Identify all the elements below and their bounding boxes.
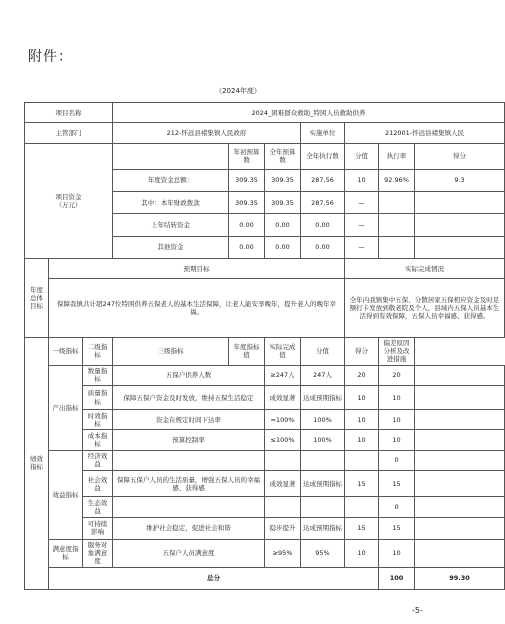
target-value: ≥247人 [265, 365, 301, 385]
evaluation-table [24, 102, 505, 590]
goals-section-label: 年度总体目标 [25, 258, 49, 337]
deviation-cell [415, 539, 505, 567]
target-value: ≥95% [265, 539, 301, 567]
funds-cell: 287.56 [301, 169, 345, 191]
level2-label: 可持续影响 [83, 517, 113, 539]
indicator-row [25, 470, 505, 496]
deviation-cell [415, 365, 505, 385]
funds-section-label-line-2: （万元） [55, 200, 82, 209]
page-number: -5- [412, 606, 423, 615]
indicator-row [25, 365, 505, 385]
actual-result-label: 实际完成情况 [345, 258, 505, 278]
level3-label: 保障五保户资金及时发放，维持五保生活稳定 [113, 385, 265, 409]
funds-row-label: 年度资金总额： [113, 169, 229, 191]
got-value: 0 [379, 450, 415, 470]
deviation-cell [415, 497, 505, 517]
indicator-row [25, 497, 505, 517]
project-name-label: 项目名称 [25, 103, 113, 123]
project-name-value: 2024_困难群众救助_特困人员救助供养 [113, 103, 505, 123]
actual-result-text: 全年内我镇集中五保、分散居家五保相应资金及时足额打卡发放到敬老院及个人，县域内五保人员基本生活得到有效保障，五保人员幸福感、获得感。 [345, 279, 505, 338]
score-value: 10 [345, 410, 379, 430]
total-label: 总分 [49, 567, 379, 589]
funds-row-label: 其中：本年财政拨款 [113, 192, 229, 214]
funds-cell: 0.00 [229, 236, 265, 258]
funds-cell: 0.00 [301, 236, 345, 258]
got-value: 0 [379, 497, 415, 517]
indicator-row [25, 517, 505, 539]
level3-label: 预算控制率 [113, 430, 265, 450]
funds-cell: 309.35 [229, 169, 265, 191]
target-value: 成效显著 [265, 385, 301, 409]
funds-row-label: 其他资金 [113, 236, 229, 258]
funds-section-label [25, 143, 113, 258]
level2-label: 时效指标 [83, 410, 113, 430]
perf-col-header: 得分 [345, 337, 379, 365]
target-value: ≤100% [265, 430, 301, 450]
funds-col-header: 年初预算数 [229, 143, 265, 169]
got-value: 15 [379, 517, 415, 539]
funds-cell: 287.56 [301, 192, 345, 214]
funds-col-header: 执行率 [379, 143, 415, 169]
funds-cell: — [345, 214, 379, 236]
funds-cell: 309.35 [265, 169, 301, 191]
score-value: 10 [345, 430, 379, 450]
level2-label: 成本指标 [83, 430, 113, 450]
level3-label: 五保户供养人数 [113, 365, 265, 385]
level3-label: 五保户人员满意度 [113, 539, 265, 567]
level2-label: 服务对象满意度 [83, 539, 113, 567]
score-value: 10 [345, 385, 379, 409]
funds-col-header: 得分 [415, 143, 505, 169]
score-value: 20 [345, 365, 379, 385]
got-value: 20 [379, 365, 415, 385]
funds-cell: 9.3 [415, 169, 505, 191]
target-value [265, 497, 301, 517]
actual-value [301, 450, 345, 470]
perf-col-header: 分值 [301, 337, 345, 365]
indicator-row [25, 539, 505, 567]
level3-label: 维护社会稳定，促进社会和谐 [113, 517, 265, 539]
score-value: 10 [345, 539, 379, 567]
funds-cell [379, 214, 415, 236]
implementing-unit-label: 实施单位 [301, 123, 345, 143]
funds-cell [415, 192, 505, 214]
perf-col-header: 一级指标 [49, 337, 83, 365]
got-value: 10 [379, 430, 415, 450]
actual-value: 达成预期指标 [301, 385, 345, 409]
funds-cell: 0.00 [301, 214, 345, 236]
got-value: 10 [379, 539, 415, 567]
department-value: 212-怀远县褚集镇人民政府 [113, 123, 301, 143]
year-label: （2024年度） [215, 87, 261, 95]
funds-cell: 309.35 [229, 192, 265, 214]
level2-label: 质量指标 [83, 385, 113, 409]
perf-col-header: 实际完成值 [265, 337, 301, 365]
performance-header-row [25, 337, 505, 365]
funds-cell [415, 214, 505, 236]
got-value: 10 [379, 385, 415, 409]
project-name-row [25, 103, 505, 123]
funds-section-label-line-1: 项目资金 [55, 192, 82, 201]
level1-label: 效益指标 [49, 450, 83, 539]
funds-header-blank [113, 143, 229, 169]
deviation-cell [415, 517, 505, 539]
level1-label: 产出指标 [49, 365, 83, 450]
goals-header-row [25, 258, 505, 278]
level2-label: 经济效益 [83, 450, 113, 470]
funds-header-row [25, 143, 505, 169]
attachment-label: 附件： [28, 49, 73, 65]
level3-label: 保障五保户人员的生活质量，增强五保人员的幸福感、获得感 [113, 470, 265, 496]
perf-col-header: 年度指标值 [229, 337, 265, 365]
target-value: =100% [265, 410, 301, 430]
funds-cell: 0.00 [229, 214, 265, 236]
funds-cell [415, 236, 505, 258]
actual-value: 达成预期指标 [301, 470, 345, 496]
perf-col-header: 偏差原因分析及改进措施 [379, 337, 415, 365]
actual-value: 100% [301, 410, 345, 430]
target-value: 稳步提升 [265, 517, 301, 539]
indicator-row [25, 410, 505, 430]
actual-value [301, 497, 345, 517]
level2-label: 生态效益 [83, 497, 113, 517]
actual-value: 95% [301, 539, 345, 567]
deviation-cell [415, 430, 505, 450]
funds-cell: 92.96% [379, 169, 415, 191]
funds-cell: 10 [345, 169, 379, 191]
funds-cell: 0.00 [265, 214, 301, 236]
funds-row-label: 上年结转资金 [113, 214, 229, 236]
actual-value: 达成预期指标 [301, 517, 345, 539]
implementing-unit-value: 212001-怀远县褚集镇人民 [345, 123, 505, 143]
level3-label [113, 450, 265, 470]
indicator-row [25, 430, 505, 450]
score-value: 15 [345, 517, 379, 539]
actual-value: 247人 [301, 365, 345, 385]
score-value [345, 450, 379, 470]
funds-cell: 309.35 [265, 192, 301, 214]
score-value [345, 497, 379, 517]
performance-section-label: 绩效指标 [25, 337, 49, 589]
funds-cell: 0.00 [265, 236, 301, 258]
funds-cell [379, 236, 415, 258]
total-row [25, 567, 505, 589]
level3-label [113, 497, 265, 517]
performance-evaluation-sheet [24, 102, 500, 590]
funds-cell: — [345, 236, 379, 258]
perf-col-header: 二级指标 [83, 337, 113, 365]
total-score: 100 [379, 567, 415, 589]
funds-cell: — [345, 192, 379, 214]
score-value: 15 [345, 470, 379, 496]
target-value: 成效显著 [265, 470, 301, 496]
indicator-row [25, 450, 505, 470]
level3-label: 资金在规定时间下达率 [113, 410, 265, 430]
expected-goal-text: 保障我镇共计超247位特困供养五保老人的基本生活保障，让老人能安享晚年，提升老人的晚年幸福。 [49, 279, 345, 338]
level2-label: 数量指标 [83, 365, 113, 385]
deviation-cell [415, 385, 505, 409]
level1-label: 满意度指标 [49, 539, 83, 567]
perf-col-header: 三级指标 [113, 337, 229, 365]
expected-goal-label: 预期目标 [49, 258, 345, 278]
funds-col-header: 全年预算数 [265, 143, 301, 169]
target-value [265, 450, 301, 470]
funds-col-header: 分值 [345, 143, 379, 169]
funds-cell [379, 192, 415, 214]
indicator-row [25, 385, 505, 409]
funds-col-header: 全年执行数 [301, 143, 345, 169]
deviation-cell [415, 450, 505, 470]
got-value: 10 [379, 410, 415, 430]
actual-value: 100% [301, 430, 345, 450]
department-row [25, 123, 505, 143]
deviation-cell [415, 470, 505, 496]
got-value: 15 [379, 470, 415, 496]
level2-label: 社会效益 [83, 470, 113, 496]
goals-content-row [25, 279, 505, 338]
deviation-cell [415, 410, 505, 430]
department-label: 主管部门 [25, 123, 113, 143]
total-got: 99.30 [415, 567, 505, 589]
